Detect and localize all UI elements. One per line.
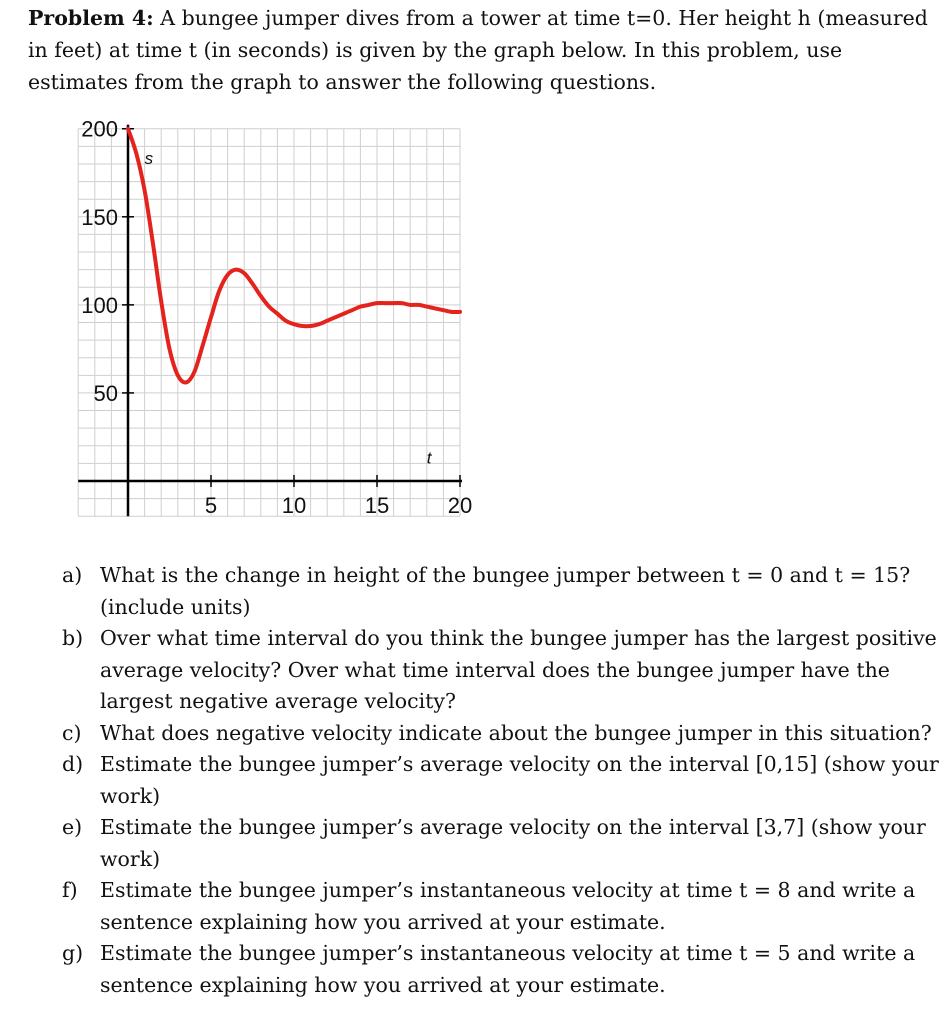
y-tick-label: 150: [81, 204, 118, 230]
question-label: g): [62, 941, 84, 965]
question-text: Over what time interval do you think the bungee jumper has the largest positive average velocity? Over what time interval does the bungee jumper have the largest negative average velocity?: [100, 626, 937, 713]
y-tick-label: 200: [81, 116, 118, 142]
question-item: [62, 718, 942, 750]
question-item: [62, 812, 942, 875]
chart-axes: [78, 125, 462, 516]
question-text: Estimate the bungee jumper’s average velocity on the interval [0,15] (show your work): [100, 752, 939, 808]
question-item: [62, 938, 942, 1001]
question-label: a): [62, 563, 83, 587]
problem-text: A bungee jumper dives from a tower at time t=0. Her height h (measured in feet) at time t (in seconds) is given by the graph below. In this problem, use estimates from the graph to answer the following questions.: [28, 6, 928, 94]
question-text: What does negative velocity indicate about the bungee jumper in this situation?: [100, 720, 932, 745]
x-axis-label: t: [426, 448, 432, 468]
question-label: b): [62, 626, 84, 650]
x-tick-label: 15: [364, 493, 390, 518]
height-graph: [60, 112, 490, 532]
question-text: What is the change in height of the bungee jumper between t = 0 and t = 15? (include units): [100, 563, 911, 619]
problem-label: Problem 4:: [28, 6, 154, 30]
x-tick-label: 20: [447, 493, 473, 518]
question-item: [62, 875, 942, 938]
problem-intro: [28, 2, 943, 98]
question-text: Estimate the bungee jumper’s instantaneous velocity at time t = 8 and write a sentence explaining how you arrived at your estimate.: [100, 878, 916, 934]
y-tick-label: 100: [81, 292, 118, 318]
question-text: Estimate the bungee jumper’s instantaneous velocity at time t = 5 and write a sentence explaining how you arrived at your estimate.: [100, 941, 916, 997]
x-tick-label: 5: [204, 493, 218, 518]
question-item: [62, 623, 942, 718]
question-item: [62, 749, 942, 812]
question-list: [62, 560, 942, 1001]
chart-grid: [78, 129, 460, 516]
y-tick-label: 50: [93, 380, 118, 406]
question-label: d): [62, 752, 84, 776]
question-text: Estimate the bungee jumper’s average velocity on the interval [3,7] (show your work): [100, 815, 926, 871]
question-label: f): [62, 878, 78, 902]
question-item: [62, 560, 942, 623]
question-label: e): [62, 815, 83, 839]
question-label: c): [62, 720, 82, 745]
x-tick-label: 10: [281, 493, 307, 518]
y-axis-label: s: [144, 148, 154, 168]
